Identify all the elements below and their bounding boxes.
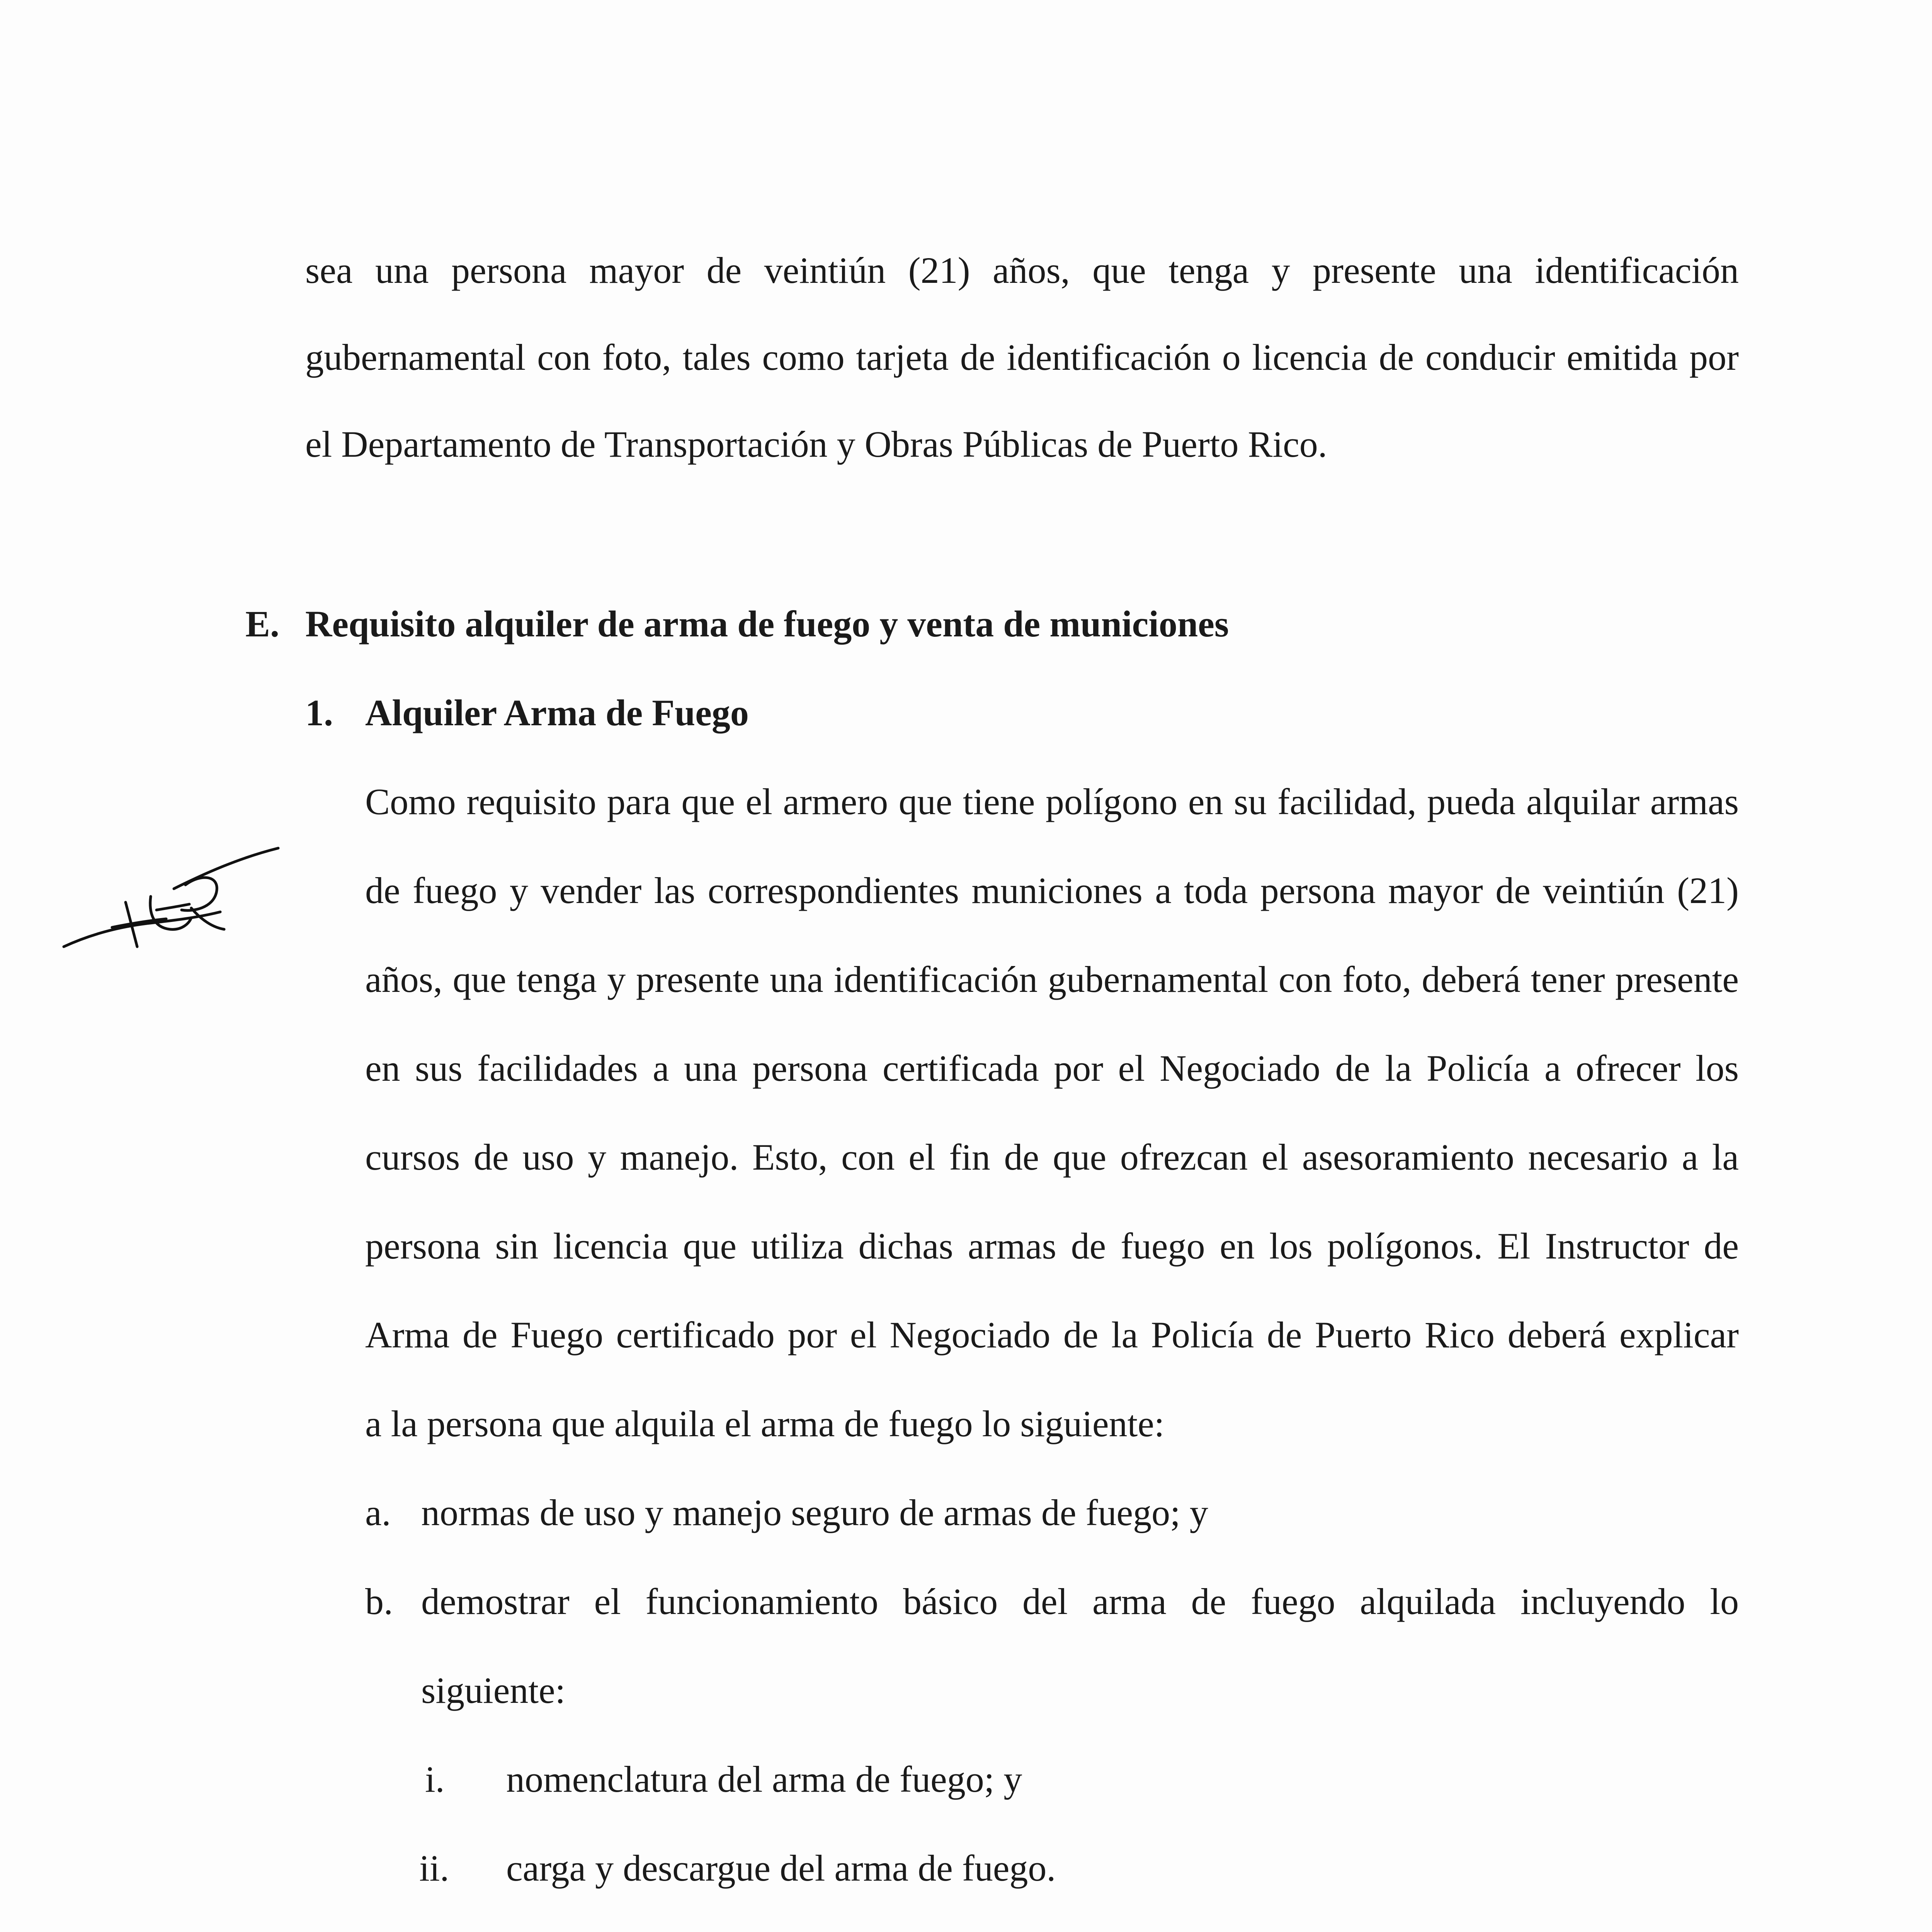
handwritten-signature-icon <box>58 831 282 954</box>
item-1-marker: 1. <box>305 692 333 733</box>
item-1-line-4: en sus facilidades a una persona certificada por el Negociado de la Policía a ofrecer los <box>365 1048 1739 1089</box>
sub-b-marker: b. <box>365 1581 393 1622</box>
sub-a-marker: a. <box>365 1492 391 1533</box>
item-1-line-2: de fuego y vender las correspondientes municiones a toda persona mayor de veintiún (21) <box>365 870 1739 911</box>
intro-line-2: gubernamental con foto, tales como tarjeta de identificación o licencia de conducir emitida por <box>305 337 1739 378</box>
sub-ii-text: carga y descargue del arma de fuego. <box>506 1847 1056 1889</box>
item-1-line-6: persona sin licencia que utiliza dichas armas de fuego en los polígonos. El Instructor de <box>365 1225 1739 1267</box>
sub-a-text: normas de uso y manejo seguro de armas de fuego; y <box>421 1492 1208 1533</box>
item-1-heading: Alquiler Arma de Fuego <box>365 692 749 733</box>
item-1-line-3: años, que tenga y presente una identificación gubernamental con foto, deberá tener presente <box>365 959 1739 1000</box>
section-e-heading: Requisito alquiler de arma de fuego y venta de municiones <box>305 603 1229 645</box>
intro-line-3: el Departamento de Transportación y Obras Públicas de Puerto Rico. <box>305 423 1327 465</box>
sub-b-line-2: siguiente: <box>421 1670 566 1711</box>
item-1-line-7: Arma de Fuego certificado por el Negociado de la Policía de Puerto Rico deberá explicar <box>365 1314 1739 1355</box>
item-1-line-1: Como requisito para que el armero que tiene polígono en su facilidad, pueda alquilar armas <box>365 781 1739 822</box>
sub-i-marker: i. <box>425 1759 445 1800</box>
section-e-marker: E. <box>245 603 280 645</box>
sub-i-text: nomenclatura del arma de fuego; y <box>506 1759 1022 1800</box>
item-1-line-5: cursos de uso y manejo. Esto, con el fin de que ofrezcan el asesoramiento necesario a la <box>365 1136 1739 1178</box>
sub-ii-marker: ii. <box>419 1847 449 1889</box>
intro-line-1: sea una persona mayor de veintiún (21) años, que tenga y presente una identificación <box>305 250 1739 291</box>
item-1-line-8: a la persona que alquila el arma de fuego lo siguiente: <box>365 1403 1165 1444</box>
sub-b-line-1: demostrar el funcionamiento básico del arma de fuego alquilada incluyendo lo <box>421 1581 1739 1622</box>
